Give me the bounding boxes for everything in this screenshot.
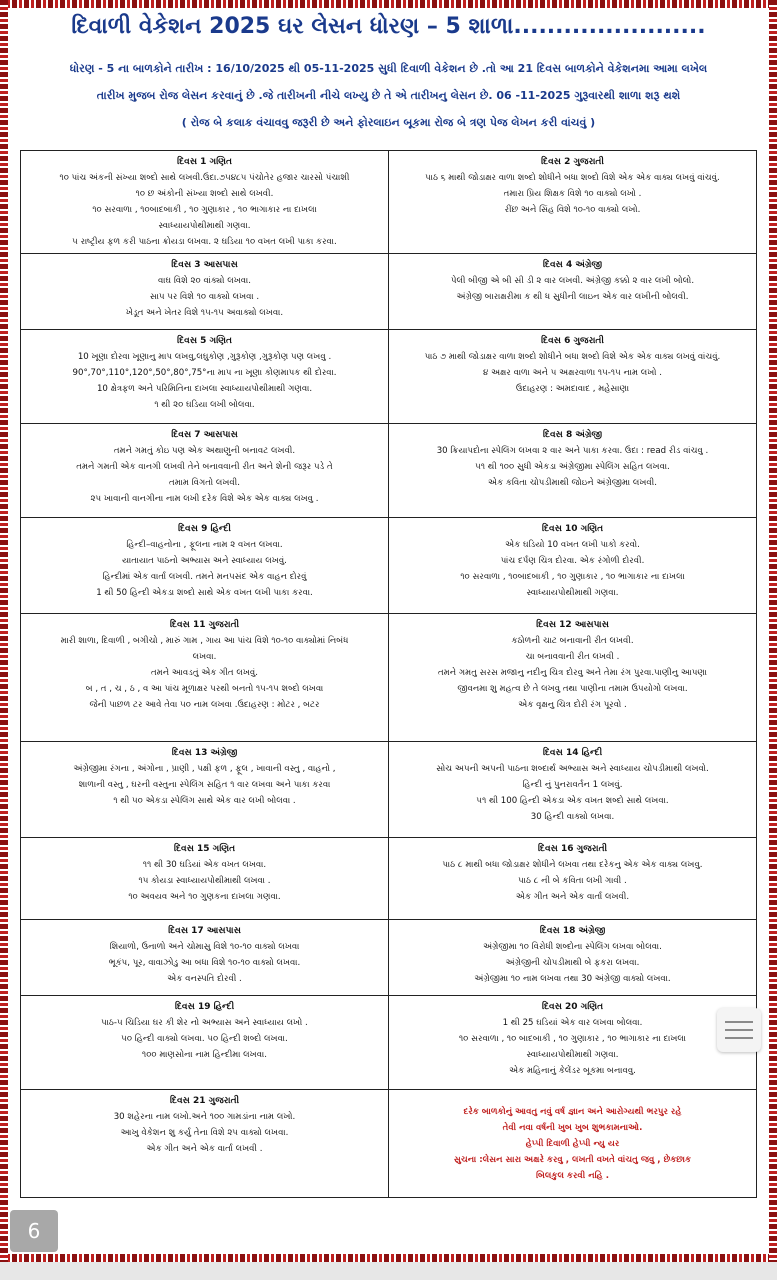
- table-row: [21, 920, 757, 996]
- lesson-line: 10 ખૂણા દોરવા ખૂણાનુ માપ લખવુ,લઘુકોણ ,ગુરૂકોણ ,ગુરૂકોણ પણ લખવુ .: [77, 352, 332, 362]
- day-heading: દિવસ 12 આસપાસ: [536, 620, 609, 630]
- day-heading: દિવસ 17 આસપાસ: [168, 926, 241, 936]
- lesson-line: પાઠ-૫ ચિડિયા ઘર કી શેર નો અભ્યાસ અને સ્વાધ્યાય લખો .: [101, 1018, 308, 1028]
- table-row: [21, 151, 757, 254]
- decorative-border-left: [0, 0, 8, 1262]
- day-heading: દિવસ 7 આસપાસ: [171, 430, 238, 440]
- day-heading: દિવસ 13 અંગ્રેજી: [171, 748, 238, 758]
- lesson-line: બ , ત , ચ , ઠ , વ આ પાંચ મૂળાક્ષર પરથી બનતો ૧૫-૧૫ શબ્દો લખવા: [85, 684, 324, 694]
- lesson-line: ૧૦ છ અંકોની સંખ્યા શબ્દો સાથે લખવી.: [135, 189, 274, 199]
- lesson-line: 1 થી 50 હિન્દી એકડા શબ્દો સાથે એક વખત લખી પાકા કરવા.: [96, 588, 313, 598]
- day-heading: દિવસ 1 ગણિત: [177, 157, 232, 167]
- lesson-line: અંગ્રેજીમા રંગના , અંગોના , પ્રાણી , પક્ષી ફળ , ફૂલ , ખાવાની વસ્તુ , વાહનો ,: [73, 764, 336, 774]
- lesson-line: 30 શહેરના નામ લખો.અને ૧૦૦ ગામડાંના નામ લખો.: [113, 1112, 296, 1122]
- lesson-line: લખવા.: [192, 652, 217, 662]
- table-row: [21, 742, 757, 838]
- lesson-line: સોચ અપની અપની પાઠના શબ્દાર્થ અભ્યાસ અને સ્વાધ્યાય ચોપડીમાથી લખવો.: [436, 764, 709, 774]
- lesson-line: ૧ થી ૨૦ ઘડિયા લખી બોલવા.: [154, 400, 255, 410]
- lesson-line: પેલી બીજી એ બી સી ડી ૨ વાર લખવી. અંગ્રેજી કક્કો ૨ વાર લખી બોલો.: [450, 276, 695, 286]
- table-row: [21, 1090, 757, 1198]
- page-title: દિવાળી વેકેશન 2025 ઘર લેસન ધોરણ – 5 શાળા.......................: [71, 14, 706, 39]
- lesson-line: ૧૧ થી 30 ઘડિયાં એક વખત લખવા.: [142, 860, 267, 870]
- closing-line: બિલકુલ કરવી નહિ .: [536, 1170, 609, 1181]
- intro-line-3: ( રોજ બે કલાક વંચાવવુ જરૂરી છે અને ફોરલાઇન બૂકમા રોજ બે ત્રણ પેજ લેખન કરી વાંચવું ): [181, 116, 596, 129]
- lesson-line: અંગ્રેજીમા ૧૦ નામ લખવા તથા 30 અંગ્રેજી વાક્યો લખવા.: [474, 974, 671, 984]
- table-row: [21, 996, 757, 1090]
- day-cell: [21, 424, 389, 518]
- lesson-line: આખુ વેકેશન શુ કર્યુ તેના વિશે ૨૫ વાક્યો લખવા.: [120, 1128, 289, 1138]
- day-cell: [21, 614, 389, 742]
- lesson-line: શાળાની વસ્તુ , ઘરની વસ્તુના સ્પેલિંગ સહિત ૧ વાર લખવા અને પાકા કરવા: [78, 780, 331, 790]
- lesson-line: અંગ્રેજી બારાક્ષરીમા ક થી ધ સુધીની લાઇન એક વાર લખીની બોલવી.: [456, 292, 689, 302]
- day-cell: [389, 742, 757, 838]
- lesson-line: એક વનસ્પતિ દોરવી .: [167, 974, 242, 984]
- day-cell: [21, 742, 389, 838]
- lesson-line: મારી શાળા, દિવાળી , બગીચો , મારું ગામ , ગાય આ પાંચ વિશે ૧૦-૧૦ વાક્યોમાં નિબંધ: [60, 636, 349, 646]
- day-cell: [389, 614, 757, 742]
- day-heading: દિવસ 21 ગુજરાતી: [169, 1096, 240, 1106]
- day-cell: [389, 518, 757, 614]
- closing-line: તેવી નવા વર્ષની ખુબ ખુબ શુભકામનાઓ.: [502, 1122, 643, 1133]
- lesson-line: 30 હિન્દી વાક્યો લખવા.: [530, 812, 615, 822]
- table-row: [21, 330, 757, 424]
- intro-line-2: તારીખ મુજબ રોજ લેસન કરવાનું છે .જે તારીખની નીચે લખ્યુ છે તે એ તારીખનુ લેસન છે. 06 -11-2025 ગુરૂવારથી શાળા શરૂ થશે: [96, 89, 681, 102]
- day-heading: દિવસ 18 અંગ્રેજી: [539, 926, 606, 936]
- lesson-line: તમારા પ્રિય શિક્ષક વિશે ૧૦ વાક્યો લખો .: [503, 189, 642, 199]
- lesson-line: તમને આવડતું એક ગીત લખવું.: [150, 668, 258, 678]
- lesson-line: સ્વાધ્યાયપોથીમાથી ગણવા.: [158, 221, 251, 231]
- decorative-border-right: [769, 0, 777, 1262]
- day-cell: [21, 151, 389, 254]
- lesson-line: ૨૫ ખાવાની વાનગીના નામ લખી દરેક વિશે એક એક વાક્ય લખવુ .: [90, 494, 319, 504]
- lesson-line: પાઠ ૮ ની બે કવિતા લખી ગાવી .: [518, 876, 627, 886]
- lesson-line: પાંચ દર્પણ ચિત્ર દોરવા. એક રંગોળી દોરવી.: [500, 556, 645, 566]
- lesson-line: ૧૦ સરવાળા , ૧૦બાદબાકી , ૧૦ ગુણાકાર , ૧૦ ભાગાકાર ના દાખલા: [460, 572, 685, 582]
- closing-message: [389, 1090, 757, 1198]
- lesson-line: એક ગીત અને એક વાર્તા લખવી .: [146, 1144, 263, 1154]
- lesson-line: સાપ પર વિશે ૧૦ વાક્યો લખવા .: [149, 292, 260, 302]
- day-heading: દિવસ 16 ગુજરાતી: [537, 844, 608, 854]
- lesson-line: ઉદાહરણ : અમદાવાદ , મહેસાણા: [515, 384, 630, 394]
- lesson-line: એક મહિનાનું કેલેંડર બૂકમા બનાવવુ.: [509, 1066, 636, 1076]
- day-cell: [21, 330, 389, 424]
- table-row: [21, 424, 757, 518]
- lesson-line: પાઠ ૭ માથી જોડાક્ષર વાળા શબ્દો શોધીને બધા શબ્દો વિશે એક એક વાક્ય લખવું વાંચવું.: [424, 352, 721, 362]
- closing-line: દરેક બાળકોનું આવતુ નવું વર્ષ જ્ઞાન અને આરોગ્યથી ભરપુર રહે: [463, 1106, 682, 1117]
- lesson-line: ૧૦ અવયવ અને ૧૦ ગુણકના દાખલા ગણવા.: [128, 892, 281, 902]
- lesson-line: ખેડૂત અને ખેતર વિશે ૧૫-૧૫ અવાક્યો લખવા.: [125, 308, 284, 318]
- lesson-line: વાઘ વિશે ૨૦ વાંક્યો લખવા.: [158, 276, 251, 286]
- day-cell: [389, 920, 757, 996]
- day-heading: દિવસ 6 ગુજરાતી: [541, 336, 604, 346]
- lesson-line: તમામ વિગતો લખવી.: [169, 478, 240, 488]
- lesson-line: 1 થી 25 ઘડિયાં એક વાર લખવા બોલવા.: [502, 1018, 643, 1028]
- day-cell: [389, 151, 757, 254]
- lesson-line: તમને ગમતું કોઇ પણ એક અથાણુની બનાવટ લખવી.: [113, 446, 296, 456]
- bottom-strip: [0, 1262, 777, 1280]
- decorative-border-bottom: [0, 1254, 777, 1262]
- lesson-line: અંગ્રેજીમા ૧૦ વિરોધી શબ્દોના સ્પેલિંગ લખવા બોલવા.: [483, 942, 662, 952]
- day-heading: દિવસ 9 હિન્દી: [177, 524, 232, 534]
- day-heading: દિવસ 10 ગણિત: [541, 524, 604, 534]
- lesson-line: એક વૃક્ષનુ ચિત્ર દોરી રંગ પૂરવો .: [518, 700, 627, 710]
- lesson-line: સ્વાધ્યાયપોથીમાથી ગણવા.: [526, 588, 619, 598]
- day-cell: [21, 838, 389, 920]
- day-cell: [389, 330, 757, 424]
- lesson-line: જીવનમા શુ મહત્વ છે તે લખવુ તથા પાણીના તમામ ઉપયોગો લખવા.: [457, 684, 688, 694]
- lesson-line: એક ગીત અને એક વાર્તા લખવી.: [515, 892, 630, 902]
- lesson-line: ૧૦ સરવાળા , ૧૦ બાદબાકી , ૧૦ ગુણાકાર , ૧૦ ભાગાકાર ના દાખલા: [458, 1034, 687, 1044]
- day-cell: [389, 838, 757, 920]
- lesson-line: એક ઘડિયો 10 વખત લખી પાકો કરવો.: [505, 540, 640, 550]
- day-cell: [21, 518, 389, 614]
- table-row: [21, 518, 757, 614]
- day-cell: [389, 254, 757, 330]
- lesson-line: કઠોળની ચાટ બનાવાની રીત લખવી.: [511, 636, 634, 646]
- lesson-line: તમને ગમતુ સરસ મજાનુ નદીનુ ચિત્ર દોરવુ અને તેમા રંગ પુરવા.પાણીનુ આપણા: [437, 668, 708, 678]
- lesson-line: 10 ક્ષેત્રફળ અને પરિમિતિના દાખલા સ્વાધ્યાયપોથીમાથી ગણવા.: [96, 384, 313, 394]
- lesson-line: ૪ અક્ષર વાળા અને ૫ અક્ષરવાળા ૧૫-૧૫ નામ લખો .: [483, 368, 662, 378]
- day-heading: દિવસ 11 ગુજરાતી: [169, 620, 240, 630]
- lesson-line: શિયાળો, ઉનાળો અને ચોમાસુ વિશે ૧૦-૧૦ વાક્યો લખવા: [109, 942, 300, 952]
- day-heading: દિવસ 15 ગણિત: [173, 844, 236, 854]
- day-cell: [21, 254, 389, 330]
- day-cell: [389, 996, 757, 1090]
- lesson-line: તમને ગમતી એક વાનગી લખવી તેને બનાવવાની રીત અને શેની જરૂર પડે તે: [76, 462, 333, 472]
- day-heading: દિવસ 5 ગણિત: [177, 336, 232, 346]
- lesson-line: રીંછ અને સિંહ વિશે ૧૦-૧૦ વાક્યો લખો.: [504, 205, 641, 215]
- table-row: [21, 838, 757, 920]
- lesson-line: અંગ્રેજીની ચોપડીમાથી બે ફકરા લખવા.: [505, 958, 640, 968]
- lesson-line: ૫૧ થી 100 હિન્દી એકડા એક વખત શબ્દો સાથે લખવા.: [476, 796, 669, 806]
- lesson-line: ૧૦ પાંચ અંકની સંખ્યા શબ્દો સાથે લખવી.ઉદા.૭૫૪૮૫ પંચોતેર હજાર ચારસો પંચાશી: [59, 173, 350, 183]
- day-heading: દિવસ 20 ગણિત: [541, 1002, 604, 1012]
- lesson-line: યાતાયાત પાઠનો અભ્યાસ અને સ્વાધ્યાય લખવું.: [122, 556, 287, 566]
- lesson-line: ૧૦ સરવાળા , ૧૦બાદબાકી , ૧૦ ગુણાકાર , ૧૦ ભાગાકાર ના દાખલા: [92, 205, 317, 215]
- closing-line: હેપ્પી દિવાળી હેપ્પી ન્યુ યર: [525, 1138, 620, 1149]
- lesson-line: ૧ થી ૫૦ એકડા સ્પેલિંગ સાથે એક વાર લખી બોલવા .: [113, 796, 296, 806]
- intro-line-1: ધોરણ - 5 ના બાળકોને તારીખ : 16/10/2025 થી 05-11-2025 સુધી દિવાળી વેકેશન છે .તો આ 21 દિવસ બાળકોને વેકેશનમા આમા લખેલ: [69, 62, 708, 75]
- lesson-line: એક કવિતા ચોપડીમાથી જોઇને અંગ્રેજીમા લખવી.: [488, 478, 657, 488]
- day-heading: દિવસ 3 આસપાસ: [171, 260, 238, 270]
- day-heading: દિવસ 8 અંગ્રેજી: [542, 430, 603, 440]
- lesson-line: ૫ રાષ્ટ્રીય ફળ કરી પાઠના ક્રોયડા લખવા. ૨ ઘડિયા ૧૦ વખત લખી પાકા કરવા.: [72, 237, 337, 247]
- day-heading: દિવસ 14 હિન્દી: [542, 748, 603, 758]
- lesson-line: જેની પાછળ ટર આવે તેવા ૫૦ નામ લખવા .ઉદાહરણ : મોટર , બટર: [89, 700, 320, 710]
- menu-icon[interactable]: [717, 1008, 761, 1052]
- lesson-line: 90°,70°,110°,120°,50°,80°,75°ના માપ ના ખૂણા કોણમાપક થી દોરવા.: [72, 368, 337, 378]
- lesson-table: [20, 150, 757, 1198]
- day-cell: [21, 996, 389, 1090]
- lesson-line: હિન્દીમાં એક વાર્તા લખવી. તમને મનપસંદ એક વાહન દોરવું: [102, 572, 307, 582]
- lesson-line: ૧૫ કોયડા સ્વાધ્યાયપોથીમાથી લખવા .: [138, 876, 271, 886]
- day-cell: [21, 1090, 389, 1198]
- lesson-line: ભૂકંપ, પૂર, વાવાઝોડુ આ બધા વિશે ૧૦-૧૦ વાક્યો લખવા.: [108, 958, 301, 968]
- page-number-badge: 6: [10, 1210, 58, 1252]
- table-row: [21, 254, 757, 330]
- lesson-line: હિન્દી–વાહનોના , ફૂલના નામ ૨ વખત લખવા.: [126, 540, 283, 550]
- lesson-line: સ્વાધ્યાયપોથીમાથી ગણવા.: [526, 1050, 619, 1060]
- day-heading: દિવસ 2 ગુજરાતી: [541, 157, 604, 167]
- table-row: [21, 614, 757, 742]
- lesson-line: ૫૧ થી ૧૦૦ સુધી એકડા અંગ્રેજીમા સ્પેલિંગ સહિત લખવા.: [475, 462, 670, 472]
- day-heading: દિવસ 19 હિન્દી: [174, 1002, 235, 1012]
- day-cell: [21, 920, 389, 996]
- lesson-line: 30 ક્રિયાપદોના સ્પેલિંગ લખવા ૨ વાર અને પાકા કરવા. ઉદા : read રીડ વાંચવુ .: [436, 446, 709, 456]
- lesson-line: પાઠ ૮ માથી બધા જોડાક્ષર શોધીને લખવા તથા દરેકનુ એક એક વાક્ય લખવુ.: [442, 860, 703, 870]
- lesson-line: ૧૦૦ માણસોના નામ હિન્દીમા લખવા.: [142, 1050, 267, 1060]
- day-cell: [389, 424, 757, 518]
- lesson-line: હિન્દી નું પુનરાવર્તન 1 લખવું.: [522, 780, 623, 790]
- lesson-line: પાઠ ૬ માથી જોડાક્ષર વાળા શબ્દો શોધીને બધા શબ્દો વિશે એક એક વાક્ય લખવું વાંચવું.: [425, 173, 720, 183]
- decorative-border-top: [0, 0, 777, 8]
- lesson-line: ૫૦ હિન્દી વાક્યો લખવા. ૫૦ હિન્દી શબ્દો લખવા.: [121, 1034, 288, 1044]
- day-heading: દિવસ 4 અંગ્રેજી: [542, 260, 603, 270]
- lesson-line: ચા બનાવવાની રીત લખવી .: [525, 652, 620, 662]
- closing-line: સુચના :લેસન સારા અક્ષરે કરવુ , લખતી વખતે વાંચતુ જવુ , છેકછાક: [453, 1154, 692, 1165]
